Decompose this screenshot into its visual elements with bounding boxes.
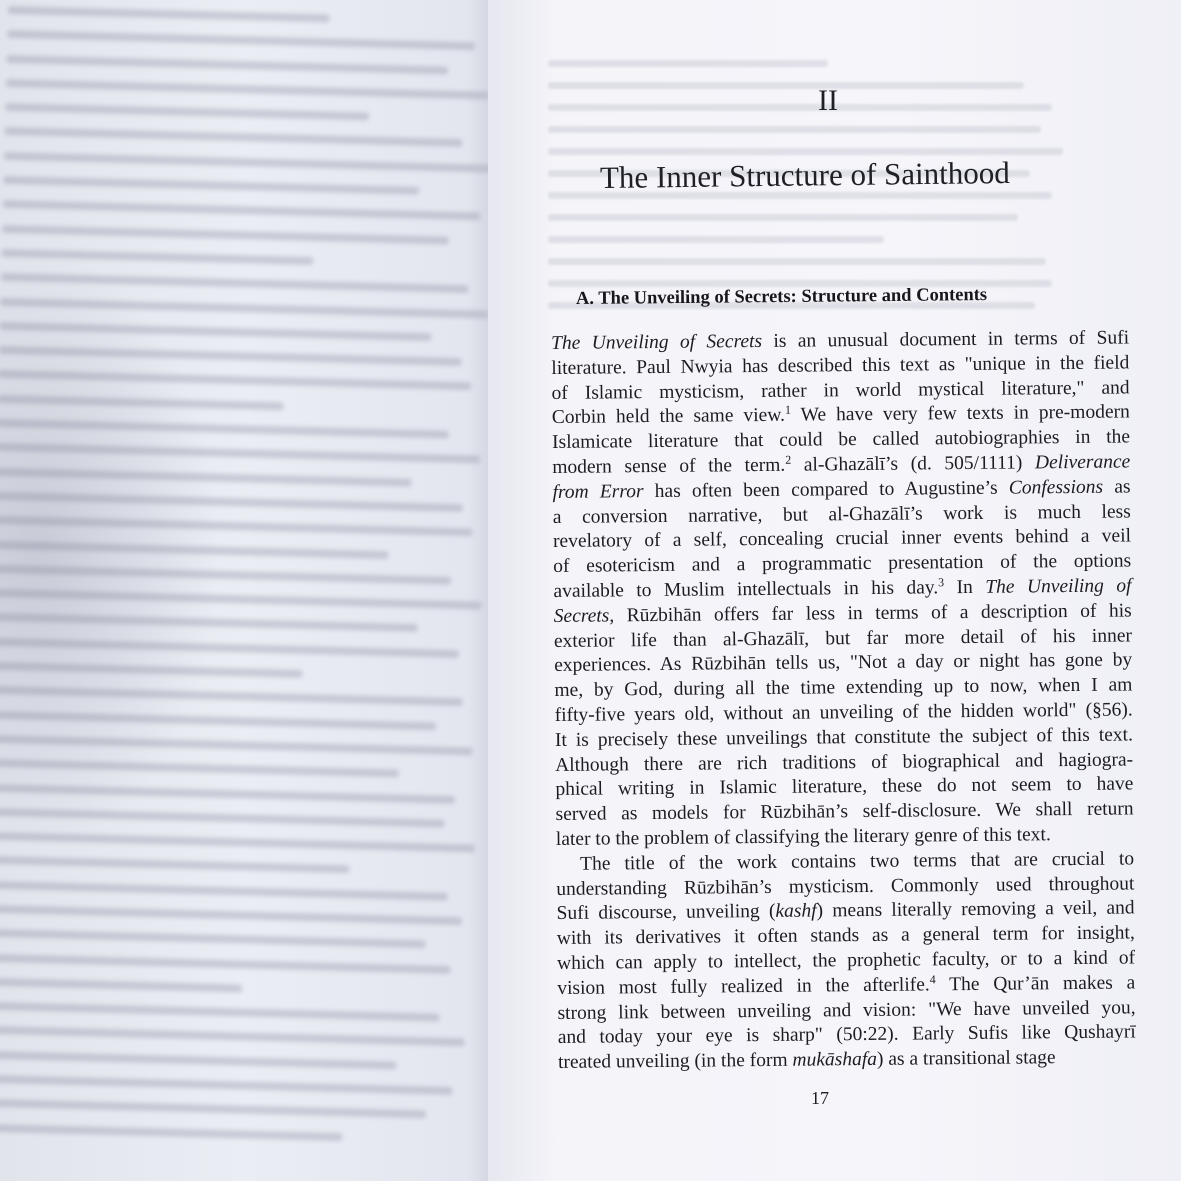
text-run: a conversion narrative, but al-Ghazālī’s work is much less: [552, 501, 1131, 528]
text-run: , Rūzbihān offers far less in terms of a description of his: [609, 600, 1132, 627]
text-run: The Qur’ān makes a: [935, 972, 1136, 996]
text-run: of esotericism and a programmatic presentation of the options: [553, 550, 1132, 578]
text-run: strong link between unveiling and vision: "We have unveiled you,: [557, 996, 1136, 1024]
section-heading: A. The Unveiling of Secrets: Structure and Contents: [575, 285, 988, 309]
text-run: treated unveiling (in the form: [557, 1049, 793, 1074]
text-run: which can apply to intellect, the prophetic faculty, or to a kind of: [556, 947, 1136, 974]
italic-run: The Unveiling of: [985, 575, 1132, 598]
italic-run: from Error: [552, 480, 644, 503]
footnote-marker: 4: [929, 972, 936, 987]
footnote-marker: 2: [785, 452, 792, 467]
text-run: vision most fully realized in the afterlife.: [557, 974, 930, 999]
text-run: ) means literally removing a veil, and: [816, 897, 1135, 922]
italic-run: Secrets: [553, 605, 610, 627]
blurred-facing-text: [0, 0, 545, 1181]
italic-run: Deliverance: [1034, 451, 1131, 474]
text-run: It is precisely these unveilings that constitute the subject of this text.: [554, 724, 1133, 751]
text-run: literature. Paul Nwyia has described this text as "unique in the field: [551, 352, 1130, 379]
text-run: later to the problem of classifying the literary genre of this text.: [555, 824, 1051, 850]
text-run: modern sense of the term.: [552, 454, 786, 478]
chapter-number: II: [818, 84, 838, 117]
italic-run: mukāshafa: [792, 1049, 878, 1071]
text-run: phical writing in Islamic literature, these do not seem to have: [555, 773, 1134, 801]
facing-page-left: [0, 0, 545, 1181]
body-text: [551, 326, 1136, 1075]
text-run: Sufi discourse, unveiling (: [556, 901, 776, 925]
italic-run: kashf: [775, 900, 817, 923]
text-run: Although there are rich traditions of biographical and hagiogra-: [555, 748, 1134, 776]
text-run: understanding Rūzbihān’s mysticism. Commonly used throughout: [556, 872, 1135, 900]
text-run: In: [944, 576, 986, 599]
text-run: as: [1102, 476, 1131, 498]
text-run: fifty-five years old, without an unveiling of the hidden world" (§56).: [554, 699, 1133, 726]
text-run: served as models for Rūzbihān’s self-disclosure. We shall return: [555, 798, 1134, 826]
text-run: available to Muslim intellectuals in his day.: [553, 577, 939, 602]
text-line: [558, 1046, 1136, 1076]
text-run: me, by God, during all the time extending up to now, when I am: [554, 674, 1133, 702]
text-run: of Islamic mysticism, rather in world mystical literature," and: [551, 377, 1130, 404]
chapter-title: The Inner Structure of Sainthood: [599, 154, 1010, 195]
text-run: exterior life than al-Ghazālī, but far more detail of his inner: [553, 625, 1133, 652]
text-run: experiences. As Rūzbihān tells us, "Not a day or night has gone by: [554, 649, 1133, 677]
text-run: Corbin held the same view.: [551, 405, 786, 429]
text-run: We have very few texts in pre-modern: [790, 401, 1130, 427]
text-run: ) as a transitional stage: [876, 1047, 1056, 1071]
text-run: al-Ghazālī’s (d. 505/1111): [791, 452, 1036, 476]
text-run: The title of the work contains two terms that are crucial to: [580, 848, 1135, 875]
book-page-right: [488, 0, 1181, 1181]
text-run: and today your eye is sharp" (50:22). Early Sufis like Qushayrī: [557, 1021, 1136, 1049]
text-run: has often been compared to Augustine’s: [643, 477, 1009, 502]
footnote-marker: 1: [784, 403, 791, 418]
text-run: with its derivatives it often stands as a general term for insight,: [556, 922, 1135, 950]
text-run: is an unusual document in terms of Sufi: [761, 327, 1130, 352]
text-run: Islamicate literature that could be called autobiographies in the: [551, 426, 1131, 454]
page-number: 17: [811, 1088, 829, 1108]
text-run: revelatory of a self, concealing crucial inner events behind a veil: [552, 525, 1132, 553]
italic-run: Confessions: [1008, 476, 1104, 499]
footnote-marker: 3: [938, 575, 945, 590]
italic-run: The Unveiling of Secrets: [551, 330, 763, 354]
